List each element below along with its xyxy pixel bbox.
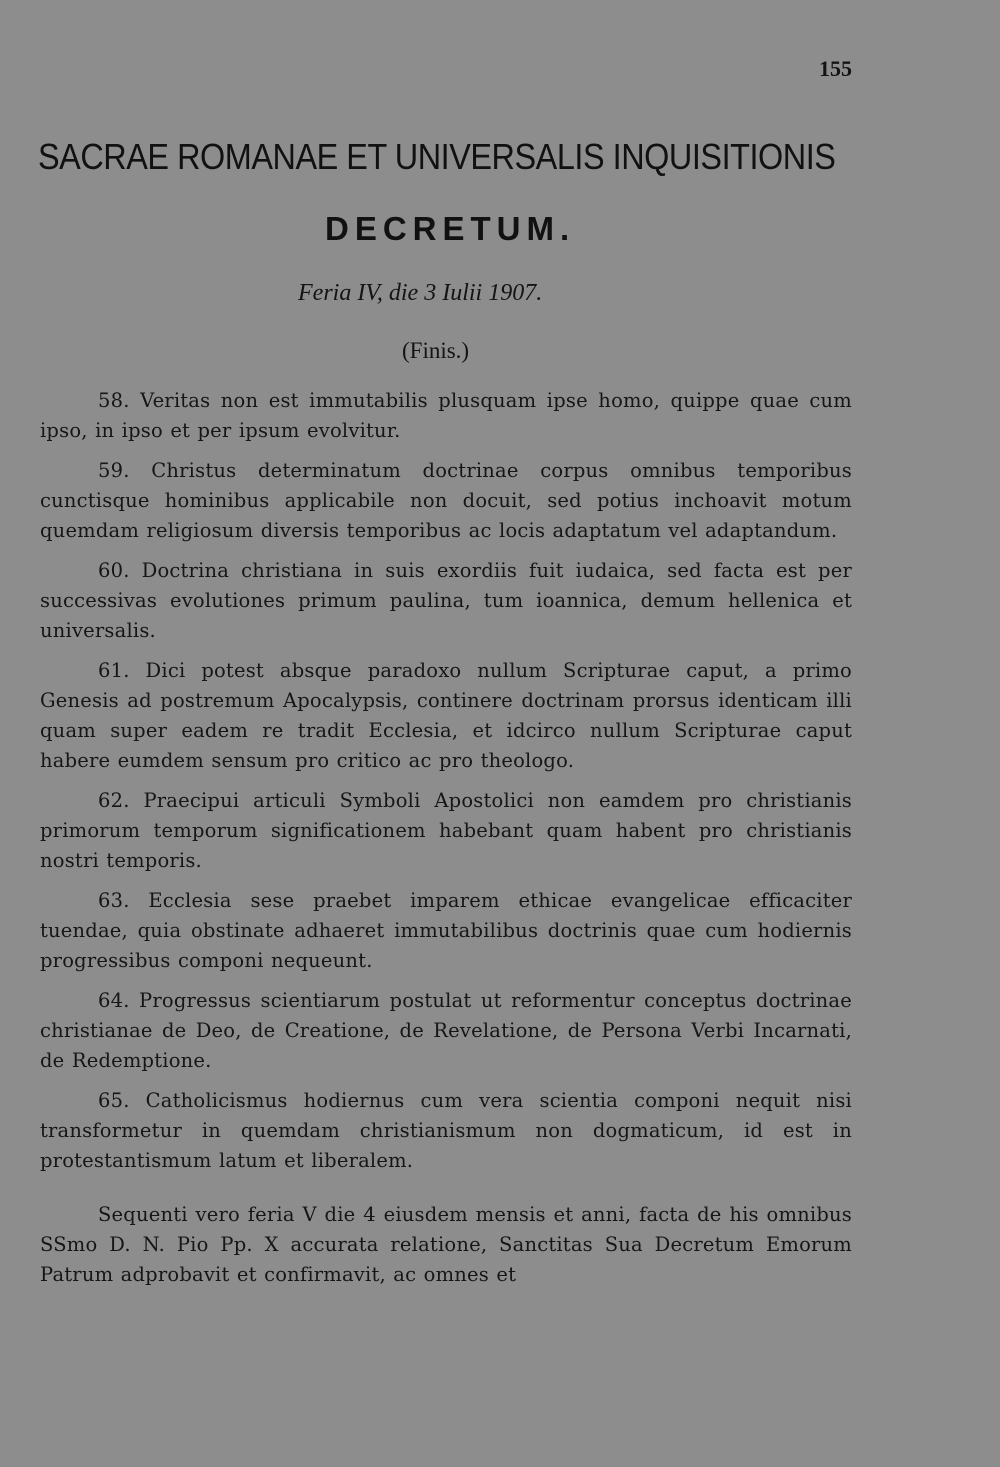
closing-paragraph: Sequenti vero feria V die 4 eiusdem mensis et anni, facta de his omnibus SSmo D. N. Pio Pp. X accurata relatione, Sanctitas Sua Decretum Emorum Patrum adprobavit et confirmavit, ac omnes et (40, 1203, 852, 1286)
proposition-64: 64. Progressus scientiarum postulat ut reformentur conceptus doctrinae christianae de Deo, de Creatione, de Revelatione, de Persona Verbi Incarnati, de Redemptione. (40, 989, 852, 1072)
proposition-58: 58. Veritas non est immutabilis plusquam ipse homo, quippe quae cum ipso, in ipso et per ipsum evolvitur. (40, 389, 852, 442)
proposition-61: 61. Dici potest absque paradoxo nullum Scripturae caput, a primo Genesis ad postremum Apocalypsis, continere doctrinam prorsus identicam illi quam super eadem re tradit Ecclesia, et idcirco nullum Scripturae caput habere eumdem sensum pro critico ac pro theologo. (40, 659, 852, 772)
finis-note: (Finis.) (402, 338, 470, 363)
proposition-65: 65. Catholicismus hodiernus cum vera scientia componi nequit nisi transformetur in quemdam christianismum non dogmaticum, id est in protestantismum latum et liberalem. (40, 1089, 852, 1172)
page-number: 155 (819, 56, 852, 81)
document-heading: SACRAE ROMANAE ET UNIVERSALIS INQUISITIONIS (38, 136, 836, 177)
date-line: Feria IV, die 3 Iulii 1907. (298, 280, 543, 306)
body-text (40, 386, 852, 1300)
proposition-59: 59. Christus determinatum doctrinae corpus omnibus temporibus cunctisque hominibus applicabile non docuit, sed potius inchoavit motum quemdam religiosum diversis temporibus ac locis adaptatum vel adaptandum. (40, 459, 852, 542)
proposition-62: 62. Praecipui articuli Symboli Apostolici non eamdem pro christianis primorum temporum significationem habebant quam habent pro christianis nostri temporis. (40, 789, 852, 872)
proposition-60: 60. Doctrina christiana in suis exordiis fuit iudaica, sed facta est per successivas evolutiones primum paulina, tum ioannica, demum hellenica et universalis. (40, 559, 852, 642)
proposition-63: 63. Ecclesia sese praebet imparem ethicae evangelicae efficaciter tuendae, quia obstinate adhaeret immutabilibus doctrinis quae cum hodiernis progressibus componi nequeunt. (40, 889, 852, 972)
document-subheading: DECRETUM. (325, 210, 576, 247)
